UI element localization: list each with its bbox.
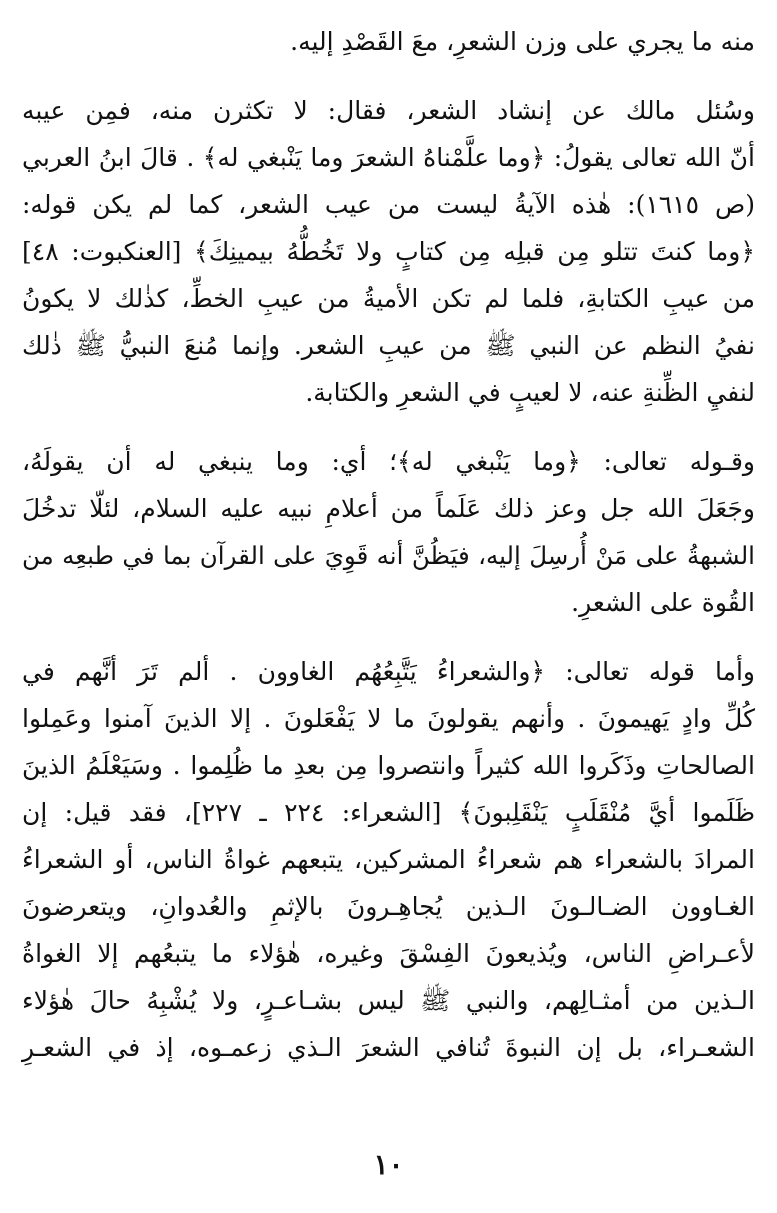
text-line: لنفيِ الظِّنةِ عنه، لا لعيبٍ في الشعرِ والكتابة. xyxy=(305,378,755,407)
paragraph-1 xyxy=(22,18,755,65)
text-line: الغـاوون الضـالـونَ الـذين يُجاهِـرونَ بالإثمِ والعُدوانِ، ويتعرضونَ xyxy=(22,892,755,921)
text-line: من عيبِ الكتابةِ، فلما لم تكن الأميةُ من عيبِ الخطِّ، كذٰلك لا يكونُ xyxy=(22,284,755,313)
text-line: وأما قوله تعالى: ﴿والشعراءُ يَتَّبِعُهُم الغاوون . ألم تَرَ أنَّهم في xyxy=(22,657,755,686)
paragraph-spacer xyxy=(22,416,755,438)
text-line: (ص ١٦١٥): هٰذه الآيةُ ليست من عيب الشعر، كما لم يكن قوله: xyxy=(22,190,755,219)
text-line: لأعـراضِ الناس، ويُذيعونَ الفِسْقَ وغيره، هٰؤلاء ما يتبعُهم إلا الغواةُ xyxy=(22,939,755,968)
text-line: وجَعَلَ الله جل وعز ذلك عَلَماً من أعلامِ نبيه عليه السلام، لئلّا تدخُلَ xyxy=(22,494,755,523)
paragraph-2 xyxy=(22,87,755,416)
text-line: منه ما يجري على وزن الشعرِ، معَ القَصْدِ إليه. xyxy=(290,27,755,56)
text-line: الشعـراء، بل إن النبوةَ تُنافي الشعرَ الـذي زعمـوه، إذ في الشعـرِ xyxy=(22,1033,755,1062)
text-line: ﴿وما كنتَ تتلو مِن قبلِه مِن كتابٍ ولا تَخُطُّهُ بيمينِكَ﴾ [العنكبوت: ٤٨] xyxy=(22,237,755,266)
text-line: القُوة على الشعرِ. xyxy=(571,588,755,617)
text-line: ظَلَموا أيَّ مُنْقَلَبٍ يَنْقَلِبونَ﴾ [الشعراء: ٢٢٤ ـ ٢٢٧]، فقد قيل: إن xyxy=(22,798,756,827)
text-line: كُلِّ وادٍ يَهيمونَ . وأنهم يقولونَ ما لا يَفْعَلونَ . إلا الذينَ آمنوا وعَمِلوا xyxy=(22,704,756,733)
text-line: وسُئل مالك عن إنشاد الشعر، فقال: لا تكثرن منه، فمِن عيبه xyxy=(22,96,755,125)
text-line: الصالحاتِ وذَكَروا الله كثيراً وانتصروا مِن بعدِ ما ظُلِموا . وسَيَعْلَمُ الذينَ xyxy=(22,751,755,780)
text-line: أنّ الله تعالى يقولُ: ﴿وما علَّمْناهُ الشعرَ وما يَنْبغي له﴾ . قالَ ابنُ العربي xyxy=(22,143,755,172)
text-line: وقـوله تعالى: ﴿وما يَنْبغي له﴾؛ أي: وما ينبغي له أن يقولَهُ، xyxy=(22,447,755,476)
text-line: الـذين من أمثـالِهم، والنبي ﷺ ليس بشـاعـرٍ، ولا يُشْبِهُ حالَ هٰؤلاء xyxy=(22,986,755,1015)
book-page xyxy=(22,18,755,1213)
page-number: ١٠ xyxy=(373,1148,404,1181)
paragraph-4 xyxy=(22,648,755,1071)
paragraph-3 xyxy=(22,438,755,626)
paragraph-spacer xyxy=(22,65,755,87)
text-line: نفيُ النظم عن النبي ﷺ من عيبِ الشعر. وإنما مُنعَ النبيُّ ﷺ ذٰلك xyxy=(22,331,755,360)
paragraph-spacer xyxy=(22,626,755,648)
text-line: الشبهةُ على مَنْ أُرسِلَ إليه، فيَظُنَّ أنه قَوِيَ على القرآن بما في طبعِه من xyxy=(22,541,755,570)
text-line: المرادَ بالشعراء هم شعراءُ المشركين، يتبعهم غواةُ الناس، أو الشعراءُ xyxy=(22,845,755,874)
